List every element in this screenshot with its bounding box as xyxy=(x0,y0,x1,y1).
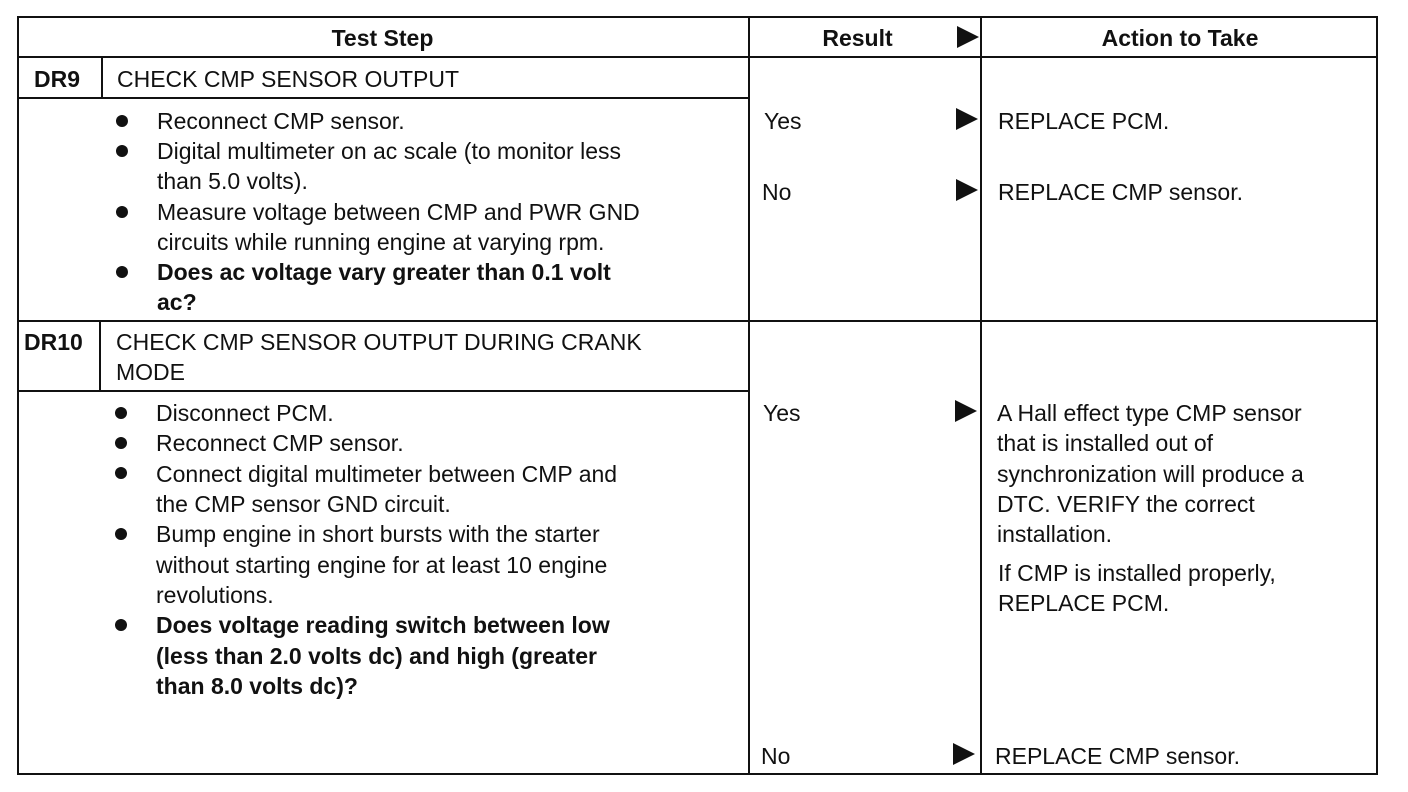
dr9-step: circuits while running engine at varying rpm. xyxy=(157,229,605,255)
dr9-id-divider xyxy=(101,57,103,98)
dr10-bullet-3 xyxy=(115,467,127,479)
dr10-step: Bump engine in short bursts with the starter xyxy=(156,521,600,547)
dr9-id: DR9 xyxy=(34,66,81,92)
dr9-title: CHECK CMP SENSOR OUTPUT xyxy=(117,66,460,92)
dr9-yes-action: REPLACE PCM. xyxy=(998,108,1170,134)
dr9-bullet-3 xyxy=(116,206,128,218)
dr10-title: MODE xyxy=(116,359,185,385)
dr9-question: Does ac voltage vary greater than 0.1 volt xyxy=(157,259,611,285)
dr9-bullet-1 xyxy=(116,115,128,127)
dr10-yes-arrow-icon xyxy=(955,400,977,422)
dr10-id-divider xyxy=(99,321,101,391)
dr10-step: without starting engine for at least 10 engine xyxy=(156,552,608,578)
dr10-yes-action: installation. xyxy=(997,521,1113,547)
dr10-no-action: REPLACE CMP sensor. xyxy=(995,743,1241,769)
dr9-bullet-4 xyxy=(116,266,128,278)
dr9-yes-arrow-icon xyxy=(956,108,978,130)
dr10-bullet-4 xyxy=(115,528,127,540)
dr10-yes-action: DTC. VERIFY the correct xyxy=(997,491,1255,517)
dr10-title-divider xyxy=(17,390,750,392)
dr10-step: Connect digital multimeter between CMP and xyxy=(156,461,618,487)
dr9-bullet-2 xyxy=(116,145,128,157)
dr10-id: DR10 xyxy=(24,329,83,355)
dr10-yes-action: synchronization will produce a xyxy=(997,461,1304,487)
result-column-divider xyxy=(748,16,750,775)
dr9-step: Reconnect CMP sensor. xyxy=(157,108,405,134)
dr10-no-label: No xyxy=(761,743,791,769)
dr10-yes-action: A Hall effect type CMP sensor xyxy=(997,400,1302,426)
dr9-step: Measure voltage between CMP and PWR GND xyxy=(157,199,640,225)
header-divider xyxy=(17,56,1378,58)
dr10-title: CHECK CMP SENSOR OUTPUT DURING CRANK xyxy=(116,329,642,355)
dr10-bullet-5 xyxy=(115,619,127,631)
dr10-yes-action-note: REPLACE PCM. xyxy=(998,590,1170,616)
dr10-no-arrow-icon xyxy=(953,743,975,765)
dr10-step: revolutions. xyxy=(156,582,274,608)
dr9-no-label: No xyxy=(762,179,792,205)
action-column-divider xyxy=(980,16,982,775)
dr9-no-action: REPLACE CMP sensor. xyxy=(998,179,1244,205)
dr10-step: the CMP sensor GND circuit. xyxy=(156,491,451,517)
dr10-question: (less than 2.0 volts dc) and high (greater xyxy=(156,643,597,669)
header-result: Result xyxy=(822,25,893,51)
header-arrow-icon xyxy=(957,26,979,48)
row-divider xyxy=(17,320,1378,322)
dr10-yes-label: Yes xyxy=(763,400,801,426)
dr10-step: Disconnect PCM. xyxy=(156,400,334,426)
dr9-no-arrow-icon xyxy=(956,179,978,201)
header-action: Action to Take xyxy=(1101,25,1259,51)
dr10-bullet-1 xyxy=(115,407,127,419)
dr10-yes-action: that is installed out of xyxy=(997,430,1214,456)
dr9-title-divider xyxy=(17,97,750,99)
dr10-step: Reconnect CMP sensor. xyxy=(156,430,404,456)
dr10-question: Does voltage reading switch between low xyxy=(156,612,610,638)
dr10-yes-action-note: If CMP is installed properly, xyxy=(998,560,1276,586)
dr9-question: ac? xyxy=(157,289,197,315)
dr9-yes-label: Yes xyxy=(764,108,802,134)
header-test-step: Test Step xyxy=(331,25,434,51)
dr9-step: than 5.0 volts). xyxy=(157,168,308,194)
dr10-bullet-2 xyxy=(115,437,127,449)
dr10-question: than 8.0 volts dc)? xyxy=(156,673,358,699)
dr9-step: Digital multimeter on ac scale (to monitor less xyxy=(157,138,621,164)
